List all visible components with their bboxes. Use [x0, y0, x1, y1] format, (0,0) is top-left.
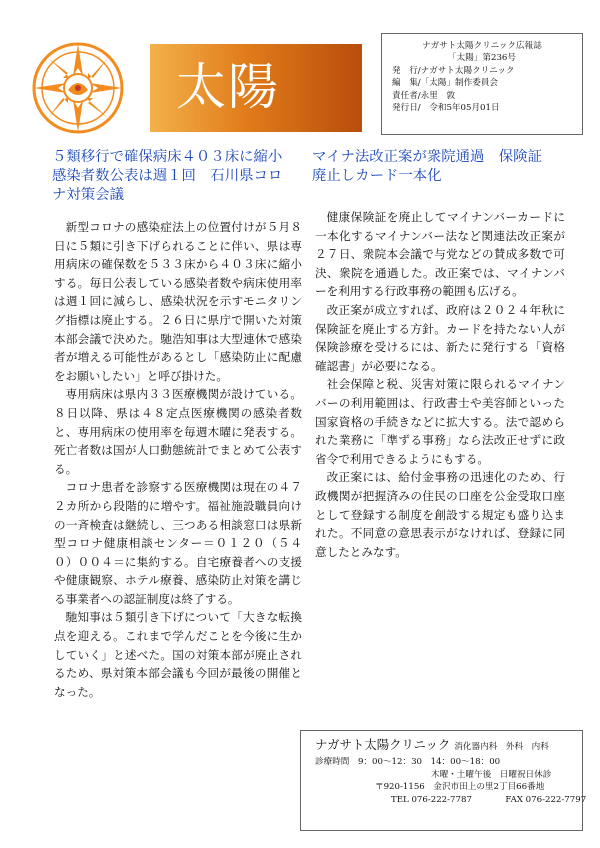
newsletter-name: ナガサト太陽クリニック広報誌: [422, 41, 542, 51]
clinic-tel: TEL 076-222-7787: [391, 794, 472, 805]
left-headline-line: ナ対策会議: [52, 187, 124, 203]
left-headline-line: 感染者数公表は週１回 石川県コロ: [52, 168, 283, 184]
masthead-banner: [150, 44, 362, 132]
right-headline: [312, 148, 574, 186]
clinic-phone-row: [315, 794, 587, 807]
right-article-body: [315, 208, 565, 561]
clinic-hours: 診療時間 9：00～12：30 14：00～18：00: [315, 757, 501, 767]
left-headline-line: ５類移行で確保病床４０３床に縮小: [52, 149, 283, 165]
clinic-departments: 消化器内科 外科 内科: [454, 742, 549, 752]
article-paragraph: コロナ患者を診察する医療機関は現在の４７２カ所から段階的に増やす。福祉施設職員向けの一斉検査は継続し、三つある相談窓口は県新型コロナ健康相談センター＝０１２０（５４０）００４＝に集約する。自宅療養者への支援や健康観察、ホテル療養、感染防止対策を講じる事業者への認証制度は終了する。: [54, 480, 302, 606]
left-headline: [52, 148, 302, 205]
article-paragraph: 健康保険証を廃止してマイナンバーカードに一本化するマイナンバー法など関連法改正案が２７日、衆院本会議で与党などの賛成多数で可決、衆院を通過した。改正案では、マイナンバーを利用する行政事務の範囲も広げる。: [315, 210, 565, 299]
clinic-name-row: [315, 736, 576, 756]
clinic-address: 〒920-1156 金沢市田上の里2丁目66番地: [375, 782, 545, 793]
publisher: 発 行/ナガサト太陽クリニック: [392, 65, 515, 76]
article-paragraph: 改正案が成立すれば、政府は２０２４年秋に保険証を廃止する方針。カードを持たない人が保険診療を受けるには、新たに発行する「資格確認書」が必要になる。: [315, 302, 565, 373]
issue-number: 「太陽」第236号: [448, 53, 516, 64]
article-paragraph: 馳知事は５類引き下げについて「大きな転換点を迎える。これまで学んだことを今後に生かしていく」と述べた。国の対策本部が廃止されるため、県対策本部会議も今回が最後の開催となった。: [54, 610, 302, 699]
publication-info: [381, 33, 583, 135]
right-headline-line: 廃止しカード一本化: [312, 168, 442, 184]
clinic-closed-days: 木曜・土曜午後 日曜祝日休診: [431, 769, 552, 780]
right-headline-line: マイナ法改正案が衆院通過 保険証: [312, 149, 542, 165]
left-article-body: [54, 218, 302, 701]
clinic-name: ナガサト太陽クリニック: [315, 737, 451, 752]
article-paragraph: 新型コロナの感染症法上の位置付けが５月８日に５類に引き下げられることに伴い、県は専用病床の確保数を５３３床から４０３床に縮小する。毎日公表している感染者数や病床使用率は週１回に減らし、感染状況を示すモニタリング指標は廃止する。２６日に県庁で開いた対策本部会議で決めた。馳浩知事は大型連休で感染者が増える可能性があるとし「感染防止に配慮をお願いしたい」と呼び掛けた。: [54, 220, 302, 383]
article-paragraph: 社会保障と税、災害対策に限られるマイナンバーの利用範囲は、行政書士や美容師といった国家資格の手続きなどに拡大する。法で認められた業務に「準ずる事務」なら法改正せずに政省令で利用できるようにもする。: [315, 377, 565, 466]
issue-date: 発行日/ 令和5年05月01日: [392, 103, 500, 114]
masthead-title: 太陽: [176, 58, 280, 116]
clinic-fax: FAX 076-222-7797: [505, 794, 587, 805]
editor: 編 集/「太陽」制作委員会: [392, 78, 499, 89]
clinic-info-box: [300, 730, 587, 831]
article-paragraph: 改正案には、給付金事務の迅速化のため、行政機関が把握済みの住民の口座を公金受取口座として登録する制度を創設する規定も盛り込まれた。不同意の意思表示がなければ、登録に同意したとみなす。: [315, 470, 565, 559]
sun-logo-icon: [28, 38, 128, 138]
responsible-person: 責任者/永里 敦: [392, 90, 456, 101]
article-paragraph: 専用病床は県内３３医療機関が設けている。８日以降、県は４８定点医療機関の感染者数と、専用病床の使用率を毎週木曜に発表する。死亡者数は国が人口動態統計でまとめて公表する。: [54, 387, 302, 476]
